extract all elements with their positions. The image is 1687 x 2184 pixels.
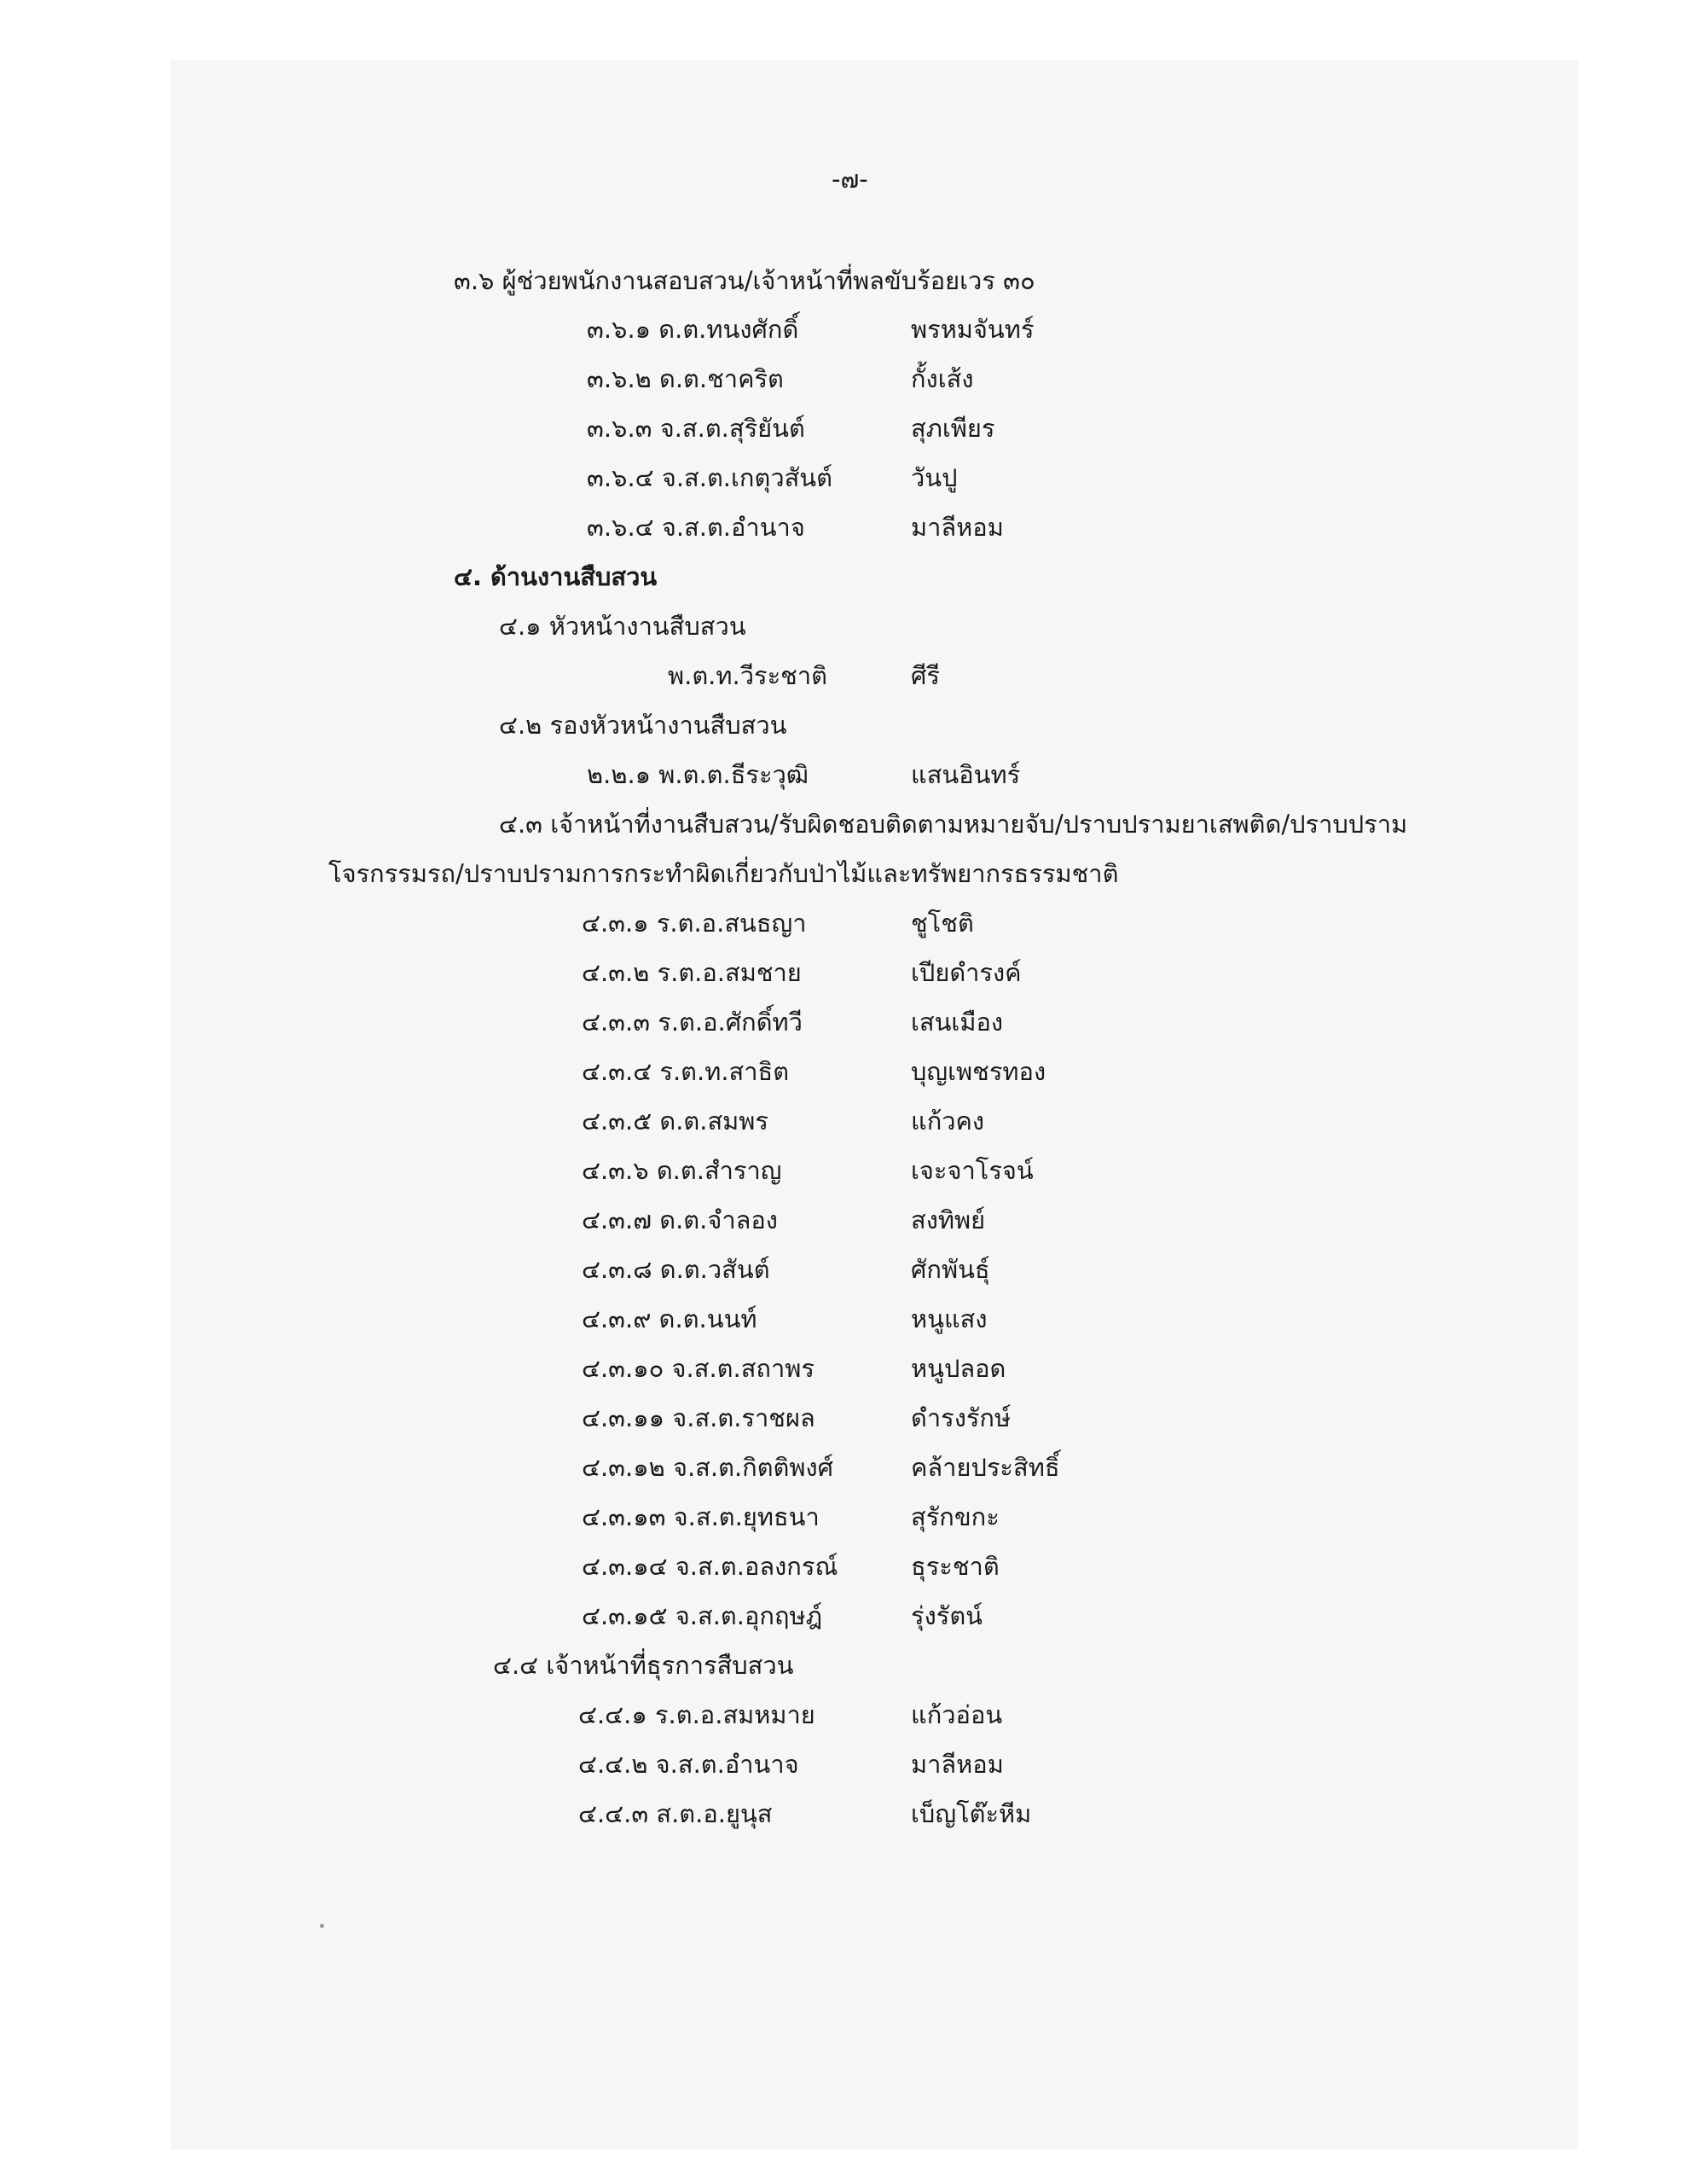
list-item-surname: รุ่งรัตน์ — [911, 1601, 983, 1630]
list-item-code: ๓.๖.๔ จ.ส.ต.เกตุวสันต์ — [587, 463, 832, 492]
list-item-surname: วันปู — [911, 463, 958, 492]
list-item-code: ๓.๖.๓ จ.ส.ต.สุริยันต์ — [587, 414, 805, 443]
list-item-code: ๔.๓.๑๒ จ.ส.ต.กิตติพงศ์ — [582, 1453, 834, 1482]
list-item-code: ๓.๖.๑ ด.ต.ทนงศักดิ์ — [587, 315, 799, 344]
list-item-surname: บุญเพชรทอง — [911, 1057, 1046, 1086]
list-item-code: ๔.๓.๑๑ จ.ส.ต.ราชผล — [582, 1403, 815, 1432]
heading-4-1: ๔.๑ หัวหน้างานสืบสวน — [499, 612, 746, 641]
scan-speck — [320, 1924, 324, 1928]
list-item-surname: แก้วอ่อน — [911, 1700, 1003, 1729]
list-item-code: ๓.๖.๒ ด.ต.ชาคริต — [587, 364, 784, 393]
list-item-surname: คล้ายประสิทธิ์ — [911, 1453, 1060, 1482]
list-item-code: พ.ต.ท.วีระชาติ — [668, 661, 827, 690]
heading-4-4: ๔.๔ เจ้าหน้าที่ธุรการสืบสวน — [493, 1651, 794, 1680]
list-item-code: ๒.๒.๑ พ.ต.ต.ธีระวุฒิ — [587, 760, 809, 789]
list-item-code: ๔.๓.๑ ร.ต.อ.สนธญา — [582, 909, 807, 938]
list-item-surname: ธุระชาติ — [911, 1552, 1000, 1581]
list-item-surname: ศักพันธุ์ — [911, 1255, 990, 1284]
list-item-surname: เปียดำรงค์ — [911, 958, 1022, 987]
list-item-surname: เจะจาโรจน์ — [911, 1156, 1034, 1185]
list-item-code: ๔.๓.๔ ร.ต.ท.สาธิต — [582, 1057, 790, 1086]
heading-4-3-line2: โจรกรรมรถ/ปราบปรามการกระทำผิดเกี่ยวกับป่าไม้และทรัพยากรธรรมชาติ — [328, 859, 1119, 888]
list-item-surname: หนูแสง — [911, 1304, 988, 1333]
list-item-surname: มาลีหอม — [911, 513, 1004, 542]
list-item-surname: หนูปลอด — [911, 1354, 1006, 1383]
list-item-surname: ศีรี — [911, 661, 940, 690]
section-4-heading: ๔. ด้านงานสืบสวน — [454, 562, 658, 591]
list-item-surname: เบ็ญโต๊ะหีม — [911, 1799, 1032, 1828]
list-item-surname: แก้วคง — [911, 1107, 985, 1136]
list-item-code: ๔.๓.๒ ร.ต.อ.สมชาย — [582, 958, 802, 987]
list-item-code: ๔.๓.๗ ด.ต.จำลอง — [582, 1205, 778, 1234]
list-item-code: ๔.๓.๑๐ จ.ส.ต.สถาพร — [582, 1354, 815, 1383]
list-item-surname: สุภเพียร — [911, 414, 995, 443]
list-item-code: ๔.๔.๒ จ.ส.ต.อำนาจ — [578, 1750, 799, 1779]
list-item-surname: สุรักขกะ — [911, 1502, 1000, 1531]
list-item-code: ๔.๓.๘ ด.ต.วสันต์ — [582, 1255, 770, 1284]
heading-3-6: ๓.๖ ผู้ช่วยพนักงานสอบสวน/เจ้าหน้าที่พลขับร้อยเวร ๓๐ — [454, 266, 1035, 295]
list-item-code: ๔.๓.๑๕ จ.ส.ต.อุกฤษฎ์ — [582, 1601, 823, 1630]
list-item-surname: กั้งเส้ง — [911, 364, 974, 393]
scanned-page — [171, 60, 1578, 2150]
list-item-surname: ดำรงรักษ์ — [911, 1403, 1012, 1432]
list-item-surname: สงทิพย์ — [911, 1205, 986, 1234]
list-item-code: ๔.๓.๙ ด.ต.นนท์ — [582, 1304, 757, 1333]
list-item-surname: เสนเมือง — [911, 1008, 1004, 1037]
list-item-code: ๔.๓.๑๓ จ.ส.ต.ยุทธนา — [582, 1502, 820, 1531]
list-item-surname: แสนอินทร์ — [911, 760, 1021, 789]
list-item-code: ๔.๓.๖ ด.ต.สำราญ — [582, 1156, 782, 1185]
heading-4-3-line1: ๔.๓ เจ้าหน้าที่งานสืบสวน/รับผิดชอบติดตามหมายจับ/ปราบปรามยาเสพติด/ปราบปราม — [499, 810, 1408, 839]
list-item-code: ๔.๓.๕ ด.ต.สมพร — [582, 1107, 768, 1136]
list-item-surname: พรหมจันทร์ — [911, 315, 1035, 344]
heading-4-2: ๔.๒ รองหัวหน้างานสืบสวน — [499, 711, 787, 740]
list-item-code: ๔.๓.๓ ร.ต.อ.ศักดิ์ทวี — [582, 1008, 803, 1037]
list-item-surname: มาลีหอม — [911, 1750, 1004, 1779]
page-number: -๗- — [832, 165, 868, 194]
list-item-code: ๔.๔.๓ ส.ต.อ.ยูนุส — [578, 1799, 773, 1828]
list-item-code: ๔.๓.๑๔ จ.ส.ต.อลงกรณ์ — [582, 1552, 838, 1581]
list-item-code: ๔.๔.๑ ร.ต.อ.สมหมาย — [578, 1700, 815, 1729]
list-item-code: ๓.๖.๔ จ.ส.ต.อำนาจ — [587, 513, 805, 542]
list-item-surname: ชูโชติ — [911, 909, 974, 938]
